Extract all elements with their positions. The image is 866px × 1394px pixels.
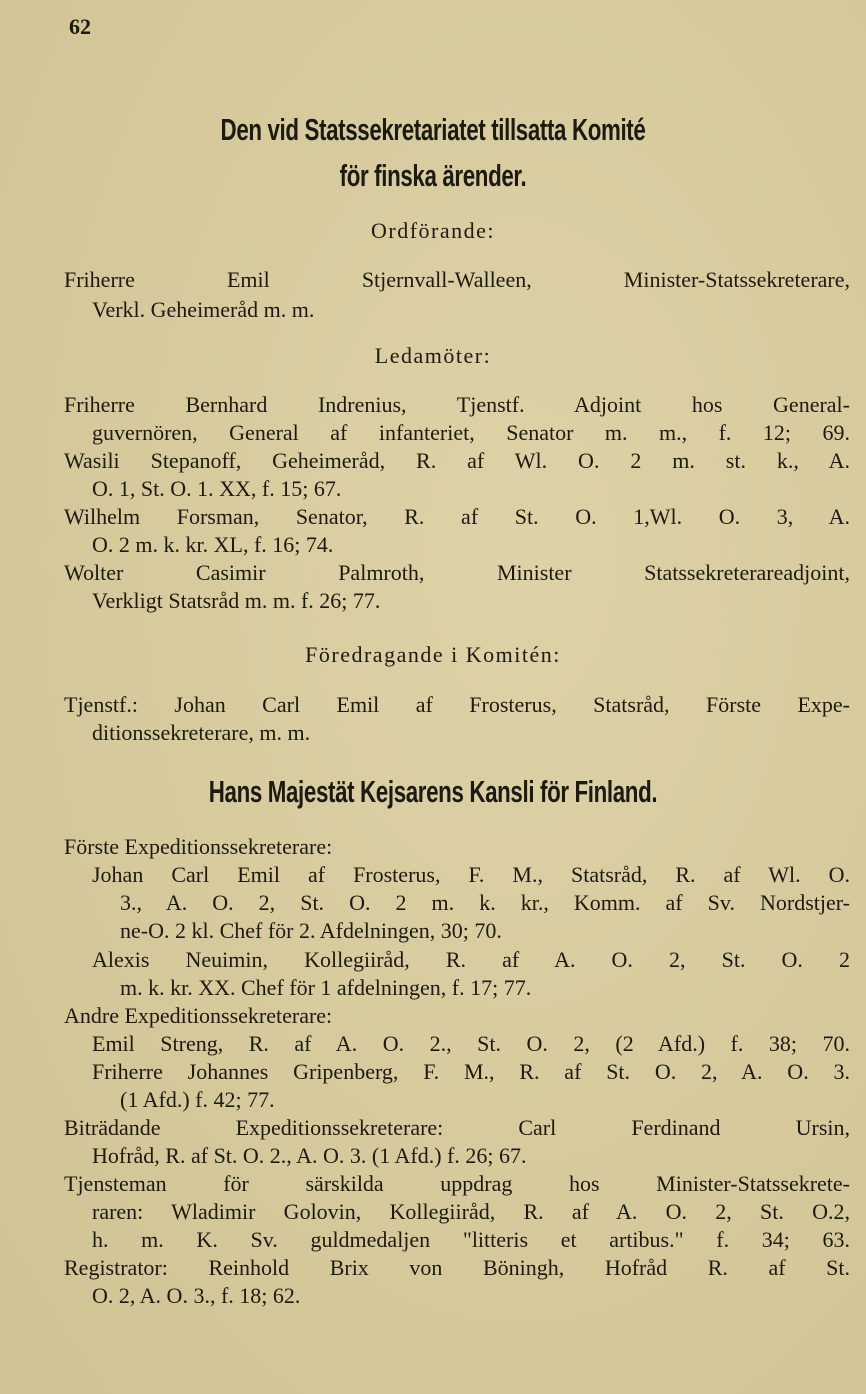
staff-line: ne-O. 2 kl. Chef för 2. Afdelningen, 30; 70.	[120, 918, 502, 943]
rapporteur-heading: Föredragande i Komitén:	[305, 642, 561, 667]
member-line: Wolter Casimir Palmroth, Minister Statssekreterareadjoint,	[64, 560, 850, 585]
chancellery-title: Hans Majestät Kejsarens Kansli för Finland.	[208, 774, 658, 809]
chair-heading: Ordförande:	[370, 218, 495, 243]
rapporteur-line: ditionssekreterare, m. m.	[92, 720, 311, 745]
member-line: Wilhelm Forsman, Senator, R. af St. O. 1,Wl. O. 3, A.	[64, 504, 850, 529]
staff-line: O. 2, A. O. 3., f. 18; 62.	[92, 1283, 301, 1308]
member-line: Friherre Bernhard Indrenius, Tjenstf. Adjoint hos General-	[64, 392, 850, 417]
staff-line: Alexis Neuimin, Kollegiiråd, R. af A. O. 2, St. O. 2	[92, 947, 850, 972]
staff-line: 3., A. O. 2, St. O. 2 m. k. kr., Komm. af Sv. Nordstjer-	[120, 890, 850, 915]
committee-title-line-1: Den vid Statssekretariatet tillsatta Komité	[220, 112, 646, 147]
rapporteur-line: Tjenstf.: Johan Carl Emil af Frosterus, Statsråd, Förste Expe-	[64, 692, 850, 717]
staff-line: raren: Wladimir Golovin, Kollegiiråd, R. af A. O. 2, St. O.2,	[92, 1199, 850, 1224]
staff-line: m. k. kr. XX. Chef för 1 afdelningen, f. 17; 77.	[120, 975, 532, 1000]
member-line: Wasili Stepanoff, Geheimeråd, R. af Wl. O. 2 m. st. k., A.	[64, 448, 850, 473]
staff-line: Registrator: Reinhold Brix von Böningh, Hofråd R. af St.	[64, 1255, 850, 1280]
staff-line: Andre Expeditionssekreterare:	[64, 1003, 333, 1028]
staff-line: Johan Carl Emil af Frosterus, F. M., Statsråd, R. af Wl. O.	[92, 862, 850, 887]
staff-line: (1 Afd.) f. 42; 77.	[120, 1087, 275, 1112]
staff-line: Förste Expeditionssekreterare:	[64, 834, 333, 859]
member-line: guvernören, General af infanteriet, Senator m. m., f. 12; 69.	[92, 420, 850, 445]
member-line: Verkligt Statsråd m. m. f. 26; 77.	[92, 588, 381, 613]
committee-title-line-2: för finska ärender.	[339, 158, 527, 193]
staff-line: h. m. K. Sv. guldmedaljen "litteris et artibus." f. 34; 63.	[92, 1227, 850, 1252]
staff-line: Emil Streng, R. af A. O. 2., St. O. 2, (2 Afd.) f. 38; 70.	[92, 1031, 850, 1056]
staff-line: Tjensteman för särskilda uppdrag hos Minister-Statssekrete-	[64, 1171, 850, 1196]
staff-line: Biträdande Expeditionssekreterare: Carl Ferdinand Ursin,	[64, 1115, 850, 1140]
page-number: 62	[69, 14, 91, 39]
staff-line: Friherre Johannes Gripenberg, F. M., R. af St. O. 2, A. O. 3.	[92, 1059, 850, 1084]
member-line: O. 1, St. O. 1. XX, f. 15; 67.	[92, 476, 342, 501]
staff-line: Hofråd, R. af St. O. 2., A. O. 3. (1 Afd.) f. 26; 67.	[92, 1143, 527, 1168]
chair-line: Friherre Emil Stjernvall-Walleen, Minister-Statssekreterare,	[64, 267, 850, 292]
chair-line: Verkl. Geheimeråd m. m.	[92, 297, 315, 322]
member-line: O. 2 m. k. kr. XL, f. 16; 74.	[92, 532, 334, 557]
members-heading: Ledamöter:	[374, 343, 492, 368]
